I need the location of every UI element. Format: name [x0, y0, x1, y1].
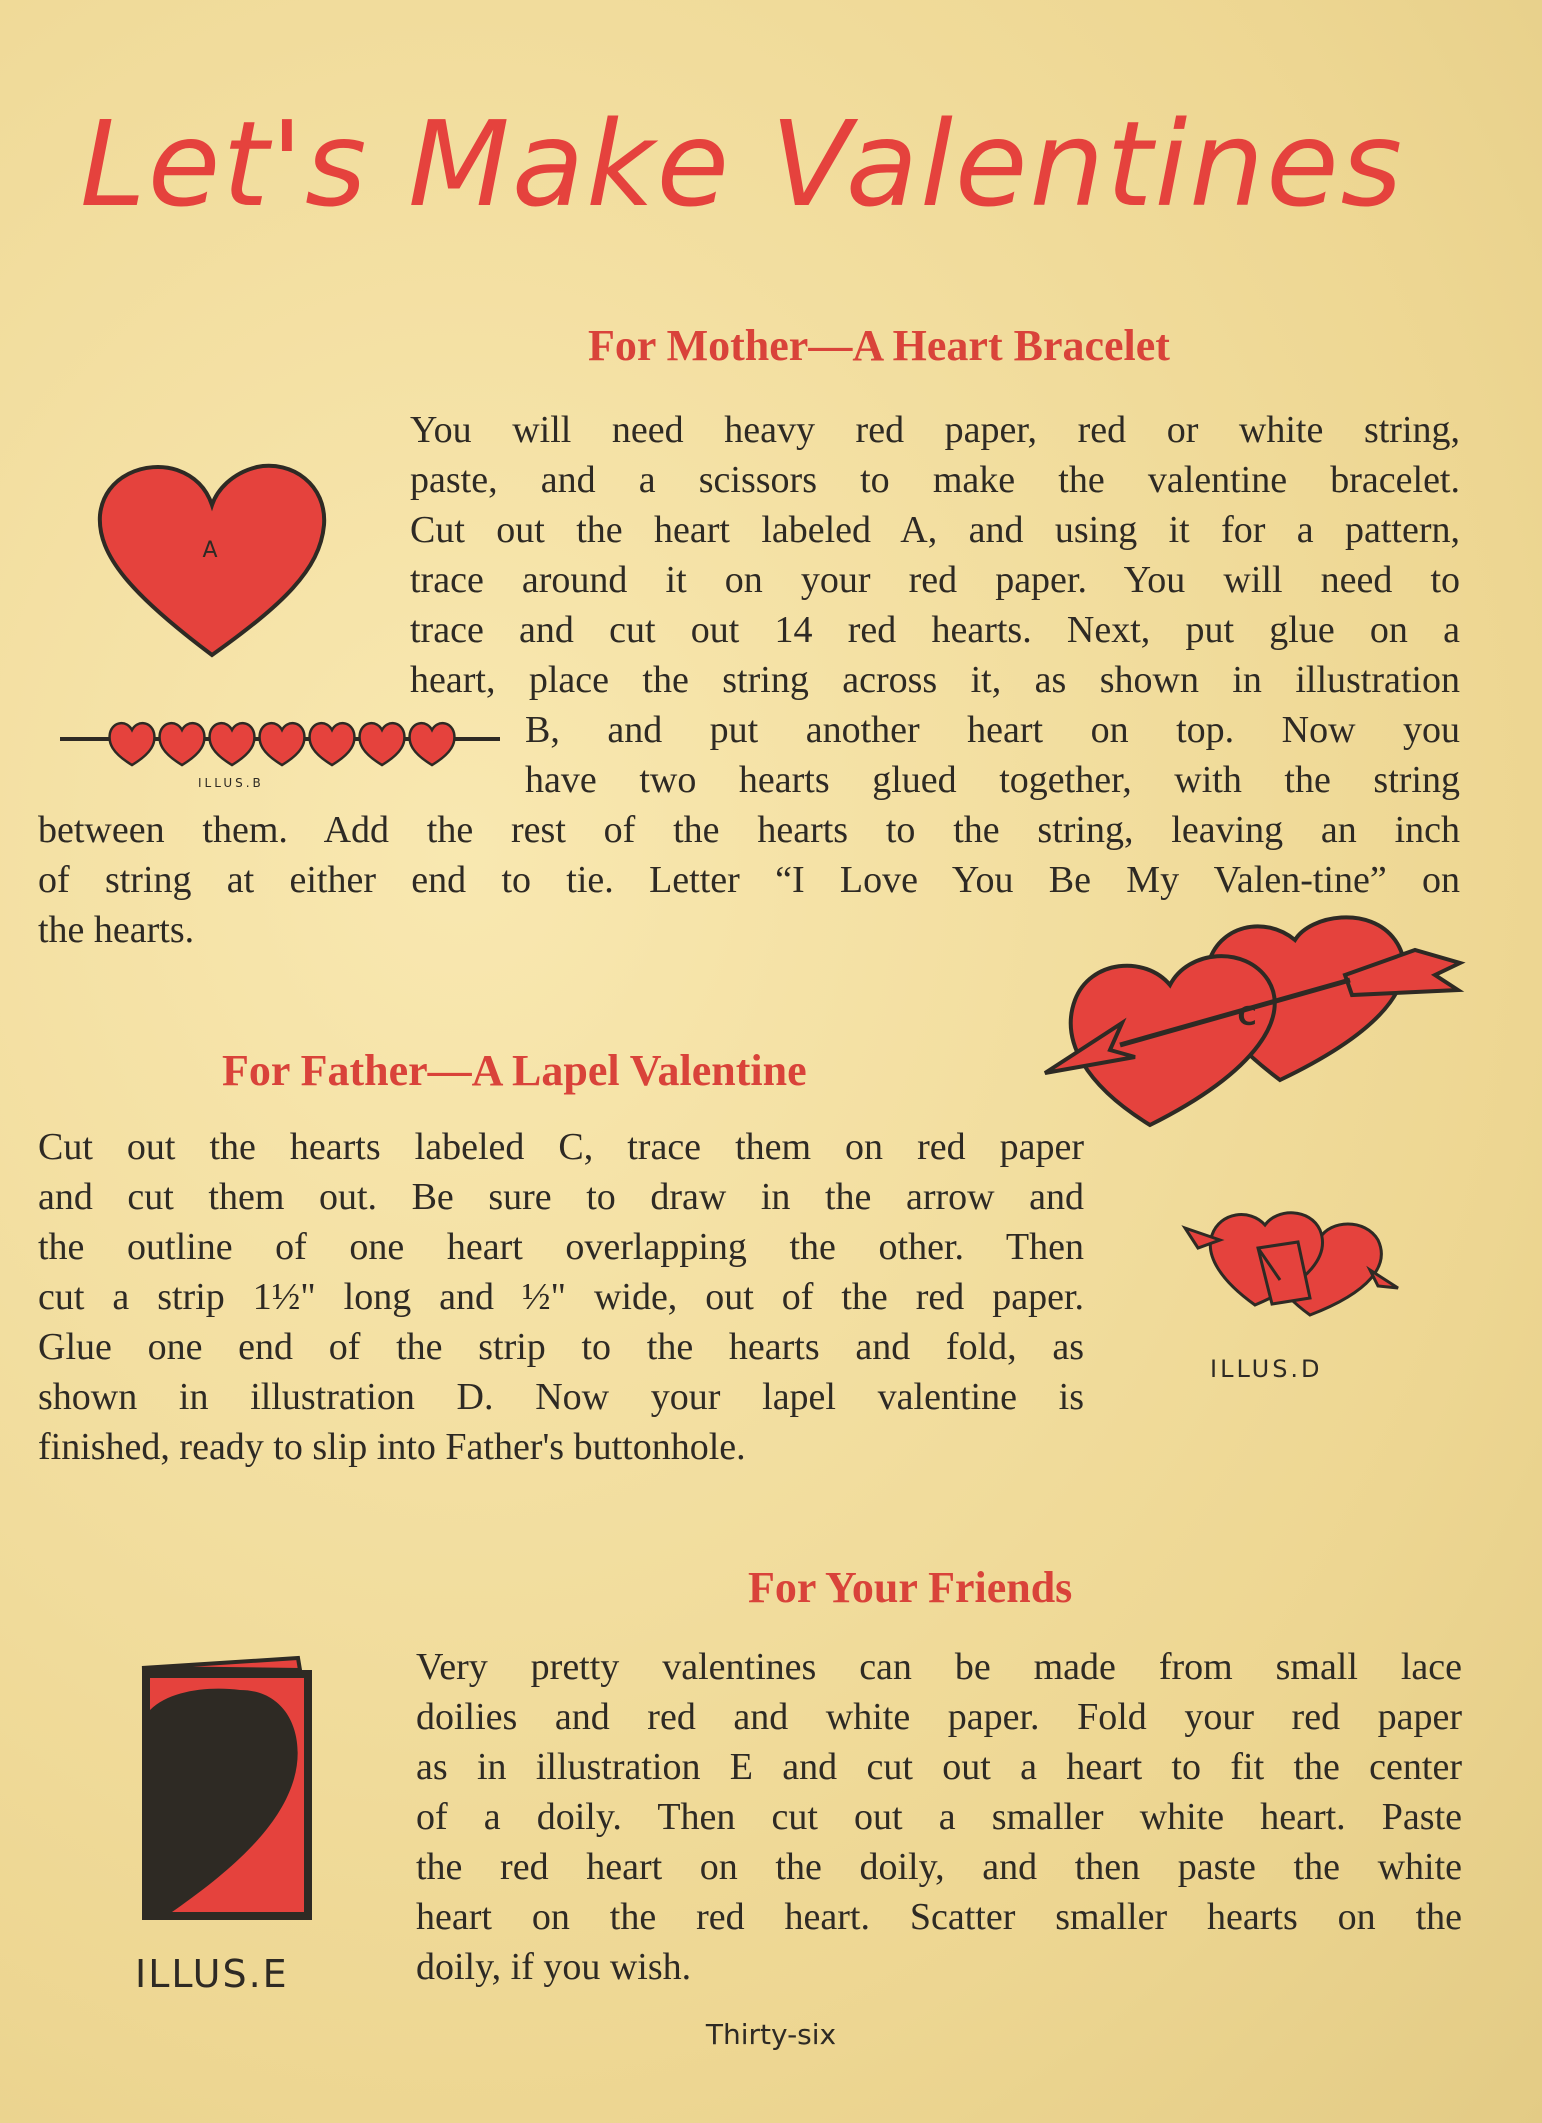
heading-friends: For Your Friends	[748, 1563, 1073, 1612]
friends-line: Very pretty valentines can be made from small lace	[416, 1646, 1462, 1688]
lapel-illustration	[1180, 1200, 1405, 1325]
heart-a-illustration	[92, 455, 332, 665]
mother-line: the hearts.	[38, 909, 195, 951]
mother-line: Cut out the heart labeled A, and using it for a pattern,	[410, 509, 1460, 551]
illus-b-label: ILLUS.B	[198, 776, 264, 790]
page-number: Thirty-six	[705, 2018, 837, 2051]
friends-line: of a doily. Then cut out a smaller white heart. Paste	[416, 1796, 1462, 1838]
illus-e-label: ILLUS.E	[135, 1952, 289, 1996]
page-title: Let's Make Valentines	[80, 95, 1405, 233]
folded-card-illustration	[130, 1650, 330, 1930]
father-line: and cut them out. Be sure to draw in the arrow and	[38, 1176, 1084, 1218]
friends-line: the red heart on the doily, and then paste the white	[416, 1846, 1462, 1888]
father-line: cut a strip 1½" long and ½" wide, out of the red paper.	[38, 1276, 1084, 1318]
illus-d-label: ILLUS.D	[1210, 1355, 1323, 1383]
heading-mother: For Mother—A Heart Bracelet	[588, 321, 1170, 370]
father-line: the outline of one heart overlapping the other. Then	[38, 1226, 1084, 1268]
heart-a-letter: A	[202, 538, 218, 563]
father-line: Glue one end of the strip to the hearts and fold, as	[38, 1326, 1084, 1368]
mother-line: between them. Add the rest of the hearts to the string, leaving an inch	[38, 809, 1460, 851]
friends-line: as in illustration E and cut out a heart to fit the center	[416, 1746, 1462, 1788]
heading-father: For Father—A Lapel Valentine	[222, 1046, 807, 1095]
friends-line: doilies and red and white paper. Fold your red paper	[416, 1696, 1462, 1738]
father-line: finished, ready to slip into Father's buttonhole.	[38, 1426, 746, 1468]
mother-line: of string at either end to tie. Letter “I Love You Be My Valen-tine” on	[38, 859, 1460, 901]
heart-c-letter: C	[1237, 1002, 1257, 1032]
bracelet-illustration	[60, 715, 510, 775]
mother-line: heart, place the string across it, as shown in illustration	[410, 659, 1460, 701]
mother-line: B, and put another heart on top. Now you	[525, 709, 1460, 751]
hearts-c-illustration	[1040, 905, 1470, 1135]
father-line: shown in illustration D. Now your lapel valentine is	[38, 1376, 1084, 1418]
friends-line: heart on the red heart. Scatter smaller hearts on the	[416, 1896, 1462, 1938]
mother-line: paste, and a scissors to make the valentine bracelet.	[410, 459, 1460, 501]
mother-line: have two hearts glued together, with the string	[525, 759, 1460, 801]
mother-line: trace around it on your red paper. You will need to	[410, 559, 1460, 601]
mother-line: trace and cut out 14 red hearts. Next, put glue on a	[410, 609, 1460, 651]
father-line: Cut out the hearts labeled C, trace them on red paper	[38, 1126, 1084, 1168]
mother-line: You will need heavy red paper, red or white string,	[410, 409, 1460, 451]
friends-line: doily, if you wish.	[416, 1946, 692, 1988]
